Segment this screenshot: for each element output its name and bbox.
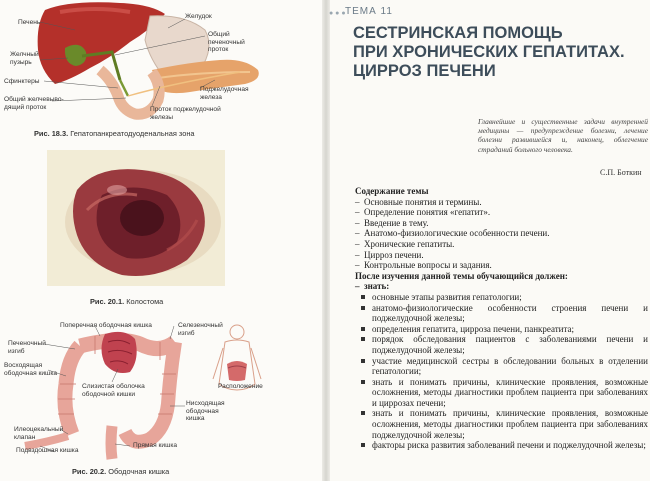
know-item: знать и понимать причины, клинические проявления, возможные осложнения, методы диагностики проблем пациента при заболеваниях поджелудочной железы;	[355, 408, 648, 440]
page-title	[353, 24, 625, 81]
label-stomach: Желудок	[185, 13, 212, 20]
know-item: знать и понимать причины, клинические проявления, возможные осложнения, методы диагностики проблем пациента при заболеваниях и циррозах печени;	[355, 377, 648, 409]
label-mucosa: Слизистая оболочка ободочной кишки	[82, 383, 145, 398]
label-gallbladder: Желчный пузырь	[10, 51, 39, 66]
label-common-hepatic-duct: Общий печеночный проток	[208, 31, 245, 54]
contents-item: – Контрольные вопросы и задания.	[355, 260, 648, 271]
caption-number: Рис. 18.3.	[34, 129, 69, 138]
label-rectum: Прямая кишка	[133, 442, 178, 449]
label-pancreatic-duct: Проток поджелудочной железы	[150, 106, 221, 121]
label-transverse-colon: Поперечная ободочная кишка	[60, 322, 152, 329]
caption-fig-20-2	[72, 467, 169, 476]
know-item: определения гепатита, цирроза печени, панкреатита;	[355, 324, 648, 335]
caption-number: Рис. 20.1.	[90, 297, 125, 306]
caption-number: Рис. 20.2.	[72, 467, 107, 476]
title-line: СЕСТРИНСКАЯ ПОМОЩЬ	[353, 24, 563, 42]
label-hepatic-flexure: Печеночный изгиб	[8, 340, 46, 355]
label-liver: Печень	[18, 19, 41, 26]
learning-outcomes-heading: После изучения данной темы обучающийся должен:	[355, 270, 568, 281]
contents-item: – Хронические гепатиты.	[355, 239, 648, 250]
know-label: – знать:	[355, 281, 648, 292]
caption-text: Колостома	[126, 297, 164, 306]
label-common-bile-duct: Общий желчевыво- дящий проток	[4, 96, 64, 111]
label-splenic-flexure: Селезеночный изгиб	[178, 322, 223, 337]
contents-item: – Определение понятия «гепатит».	[355, 207, 648, 218]
contents-item: – Введение в тему.	[355, 218, 648, 229]
colostomy-photo	[47, 150, 225, 286]
know-item: основные этапы развития гепатологии;	[355, 292, 648, 303]
label-location: Расположение	[218, 383, 263, 390]
contents-heading: Содержание темы	[355, 186, 429, 196]
know-item: участие медицинской сестры в обследовании больных в отделении гепатологии;	[355, 356, 648, 377]
epigraph: Главнейшие и существенные задачи внутренней медицины — предупреждение болезни, лечение болезни развившейся и, наконец, облегчение страданий больного человека.	[478, 117, 648, 154]
caption-fig-20-1	[90, 297, 163, 306]
know-item: порядок обследования пациентов с заболеваниями печени и поджелудочной железы;	[355, 334, 648, 355]
epigraph-author: С.П. Боткин	[600, 168, 642, 177]
caption-text: Гепатопанкреатодуоденальная зона	[70, 129, 195, 138]
contents-item: – Анатомо-физиологические особенности печени.	[355, 228, 648, 239]
caption-text: Ободочная кишка	[108, 467, 170, 476]
label-ileocecal-valve: Илеоцекальный клапан	[14, 426, 64, 441]
label-pancreas: Поджелудочная железа	[200, 86, 249, 101]
label-sphincters: Сфинктеры	[4, 78, 40, 85]
title-line: ЦИРРОЗ ПЕЧЕНИ	[353, 62, 496, 80]
label-ascending-colon: Восходящая ободочная кишка	[4, 362, 58, 377]
title-line: ПРИ ХРОНИЧЕСКИХ ГЕПАТИТАХ.	[353, 43, 625, 61]
decorative-dots: ● ● ●	[329, 10, 346, 17]
contents-item: – Основные понятия и термины.	[355, 197, 648, 208]
know-item: анатомо-физиологические особенности строения печени и поджелудочной железы;	[355, 303, 648, 324]
label-descending-colon: Нисходящая ободочная кишка	[186, 400, 225, 423]
label-ileum: Подвздошная кишка	[16, 447, 79, 454]
topic-number: ТЕМА 11	[345, 6, 393, 17]
know-item: факторы риска развития заболеваний печени и поджелудочной железы;	[355, 440, 648, 451]
contents-item: – Цирроз печени.	[355, 250, 648, 261]
topic-contents	[355, 186, 648, 451]
caption-fig-18-3	[34, 129, 195, 138]
